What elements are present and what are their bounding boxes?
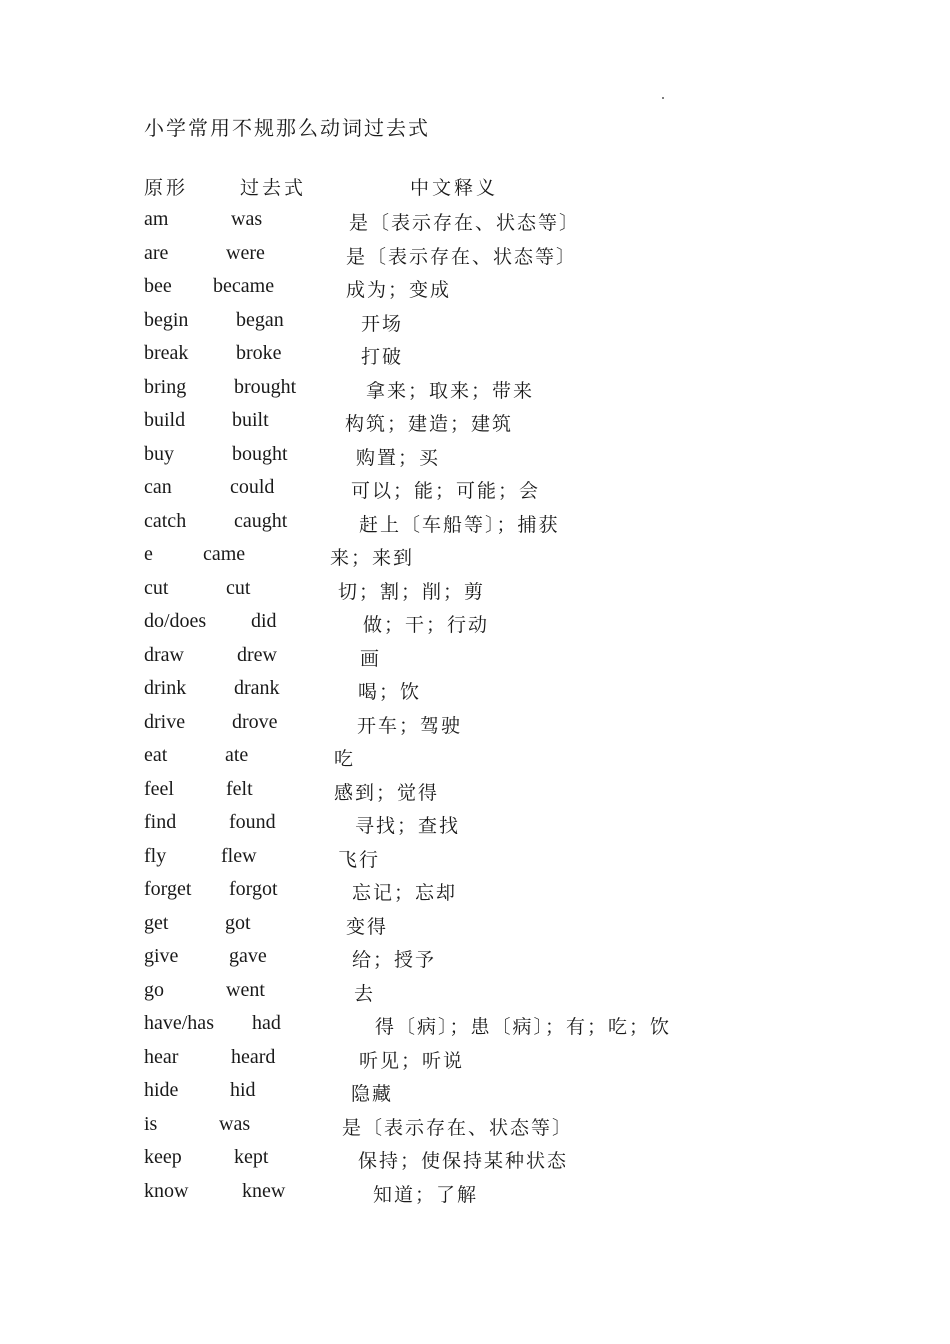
verb-past-tense: flew xyxy=(221,844,257,867)
verb-meaning: 开车；驾驶 xyxy=(357,714,463,737)
verb-base-form: hide xyxy=(144,1079,179,1101)
verb-base-form: bring xyxy=(144,375,187,398)
verb-past-tense: drove xyxy=(232,710,278,733)
verb-meaning: 拿来；取来；带来 xyxy=(366,379,535,402)
table-row xyxy=(0,1180,950,1213)
verb-base-form: cut xyxy=(144,576,169,599)
verb-past-tense: had xyxy=(252,1012,281,1034)
verb-base-form: buy xyxy=(144,442,174,465)
verb-base-form: have/has xyxy=(144,1012,214,1034)
verb-meaning: 赶上〔车船等〕；捕获 xyxy=(359,513,560,536)
table-row xyxy=(0,577,950,610)
table-row xyxy=(0,443,950,476)
table-row xyxy=(0,845,950,878)
verb-meaning: 感到；觉得 xyxy=(334,781,440,804)
verb-base-form: keep xyxy=(144,1146,182,1168)
verb-meaning: 变得 xyxy=(346,915,389,938)
verb-meaning: 忘记；忘却 xyxy=(352,882,458,904)
table-row xyxy=(0,543,950,576)
verb-base-form: eat xyxy=(144,744,168,766)
verb-past-tense: felt xyxy=(226,777,253,800)
table-row xyxy=(0,1079,950,1112)
verb-past-tense: built xyxy=(232,409,269,431)
table-row xyxy=(0,979,950,1012)
header-past: 过去式 xyxy=(240,177,307,199)
verb-past-tense: caught xyxy=(234,509,288,532)
verb-past-tense: got xyxy=(225,911,251,934)
table-row xyxy=(0,208,950,241)
verb-meaning: 购置；买 xyxy=(356,446,441,469)
verb-past-tense: drew xyxy=(237,643,277,666)
verb-meaning: 知道；了解 xyxy=(373,1183,479,1206)
page-title: 小学常用不规那么动词过去式 xyxy=(144,116,430,140)
verb-base-form: e xyxy=(144,543,153,565)
table-row xyxy=(0,811,950,844)
verb-past-tense: became xyxy=(213,275,275,297)
table-row xyxy=(0,878,950,911)
verb-meaning: 是〔表示存在、状态等〕 xyxy=(349,212,581,234)
table-row xyxy=(0,778,950,811)
header-meaning: 中文释义 xyxy=(410,177,499,199)
table-row xyxy=(0,912,950,945)
verb-past-tense: drank xyxy=(234,677,280,699)
table-row xyxy=(0,409,950,442)
table-row xyxy=(0,376,950,409)
page-dot xyxy=(662,97,664,99)
verb-meaning: 保持；使保持某种状态 xyxy=(358,1150,569,1172)
verb-meaning: 喝；饮 xyxy=(358,681,422,703)
verb-base-form: drive xyxy=(144,710,186,733)
verb-past-tense: found xyxy=(229,811,276,833)
table-row xyxy=(0,711,950,744)
verb-meaning: 飞行 xyxy=(338,848,381,871)
table-row xyxy=(0,945,950,978)
table-row xyxy=(0,510,950,543)
table-row xyxy=(0,644,950,677)
verb-base-form: am xyxy=(144,208,169,230)
table-row xyxy=(0,242,950,275)
verb-base-form: break xyxy=(144,342,189,364)
verb-past-tense: were xyxy=(226,241,265,264)
verb-base-form: find xyxy=(144,811,177,833)
verb-meaning: 成为；变成 xyxy=(346,279,452,301)
table-row xyxy=(0,342,950,375)
verb-past-tense: did xyxy=(251,610,277,632)
verb-meaning: 做；干；行动 xyxy=(363,614,490,636)
verb-base-form: do/does xyxy=(144,610,207,632)
verb-past-tense: knew xyxy=(242,1179,286,1202)
table-row xyxy=(0,476,950,509)
table-row xyxy=(0,275,950,308)
verb-base-form: begin xyxy=(144,308,189,331)
header-base: 原形 xyxy=(144,177,189,199)
verb-meaning: 得〔病〕；患〔病〕；有；吃；饮 xyxy=(375,1016,672,1038)
verb-past-tense: was xyxy=(219,1112,251,1135)
verb-past-tense: was xyxy=(231,208,263,230)
verb-base-form: draw xyxy=(144,643,184,666)
verb-past-tense: began xyxy=(236,308,284,331)
verb-base-form: fly xyxy=(144,844,167,867)
verb-meaning: 给；授予 xyxy=(352,949,437,971)
verb-past-tense: brought xyxy=(234,375,297,398)
verb-base-form: bee xyxy=(144,275,172,297)
table-row xyxy=(0,1113,950,1146)
verb-base-form: is xyxy=(144,1112,158,1135)
verb-base-form: give xyxy=(144,945,179,967)
table-row xyxy=(0,1046,950,1079)
verb-past-tense: could xyxy=(230,476,275,498)
verb-meaning: 寻找；查找 xyxy=(355,815,461,837)
verb-meaning: 来；来到 xyxy=(330,547,415,569)
verb-meaning: 开场 xyxy=(361,312,404,335)
verb-base-form: feel xyxy=(144,777,174,800)
verb-meaning: 切；割；削；剪 xyxy=(338,580,486,603)
verb-base-form: can xyxy=(144,476,172,498)
verb-past-tense: broke xyxy=(236,342,282,364)
verb-base-form: build xyxy=(144,409,186,431)
verb-meaning: 去 xyxy=(354,982,376,1005)
verb-meaning: 构筑；建造；建筑 xyxy=(345,413,514,435)
table-row xyxy=(0,1012,950,1045)
table-row xyxy=(0,744,950,777)
verb-meaning: 打破 xyxy=(361,346,404,368)
verb-past-tense: bought xyxy=(232,442,288,465)
verb-past-tense: forgot xyxy=(229,878,278,900)
verb-past-tense: ate xyxy=(225,744,249,766)
verb-base-form: hear xyxy=(144,1045,179,1068)
verb-base-form: get xyxy=(144,911,169,934)
verb-meaning: 画 xyxy=(360,647,382,670)
verb-meaning: 可以；能；可能；会 xyxy=(351,480,541,502)
table-row xyxy=(0,1146,950,1179)
verb-meaning: 是〔表示存在、状态等〕 xyxy=(346,245,578,268)
verb-base-form: drink xyxy=(144,677,187,699)
verb-past-tense: kept xyxy=(234,1146,269,1168)
verb-meaning: 隐藏 xyxy=(351,1083,394,1105)
verb-past-tense: went xyxy=(226,978,265,1001)
table-row xyxy=(0,610,950,643)
verb-past-tense: cut xyxy=(226,576,251,599)
table-row xyxy=(0,309,950,342)
verb-base-form: forget xyxy=(144,878,192,900)
verb-meaning: 是〔表示存在、状态等〕 xyxy=(342,1116,574,1139)
verb-base-form: catch xyxy=(144,509,187,532)
verb-base-form: are xyxy=(144,241,169,264)
verb-meaning: 吃 xyxy=(334,748,356,770)
verb-base-form: know xyxy=(144,1179,189,1202)
verb-past-tense: hid xyxy=(230,1079,256,1101)
verb-past-tense: heard xyxy=(231,1045,276,1068)
verb-past-tense: gave xyxy=(229,945,267,967)
verb-meaning: 听见；听说 xyxy=(359,1049,465,1072)
table-row xyxy=(0,677,950,710)
verb-past-tense: came xyxy=(203,543,246,565)
verb-base-form: go xyxy=(144,978,164,1001)
